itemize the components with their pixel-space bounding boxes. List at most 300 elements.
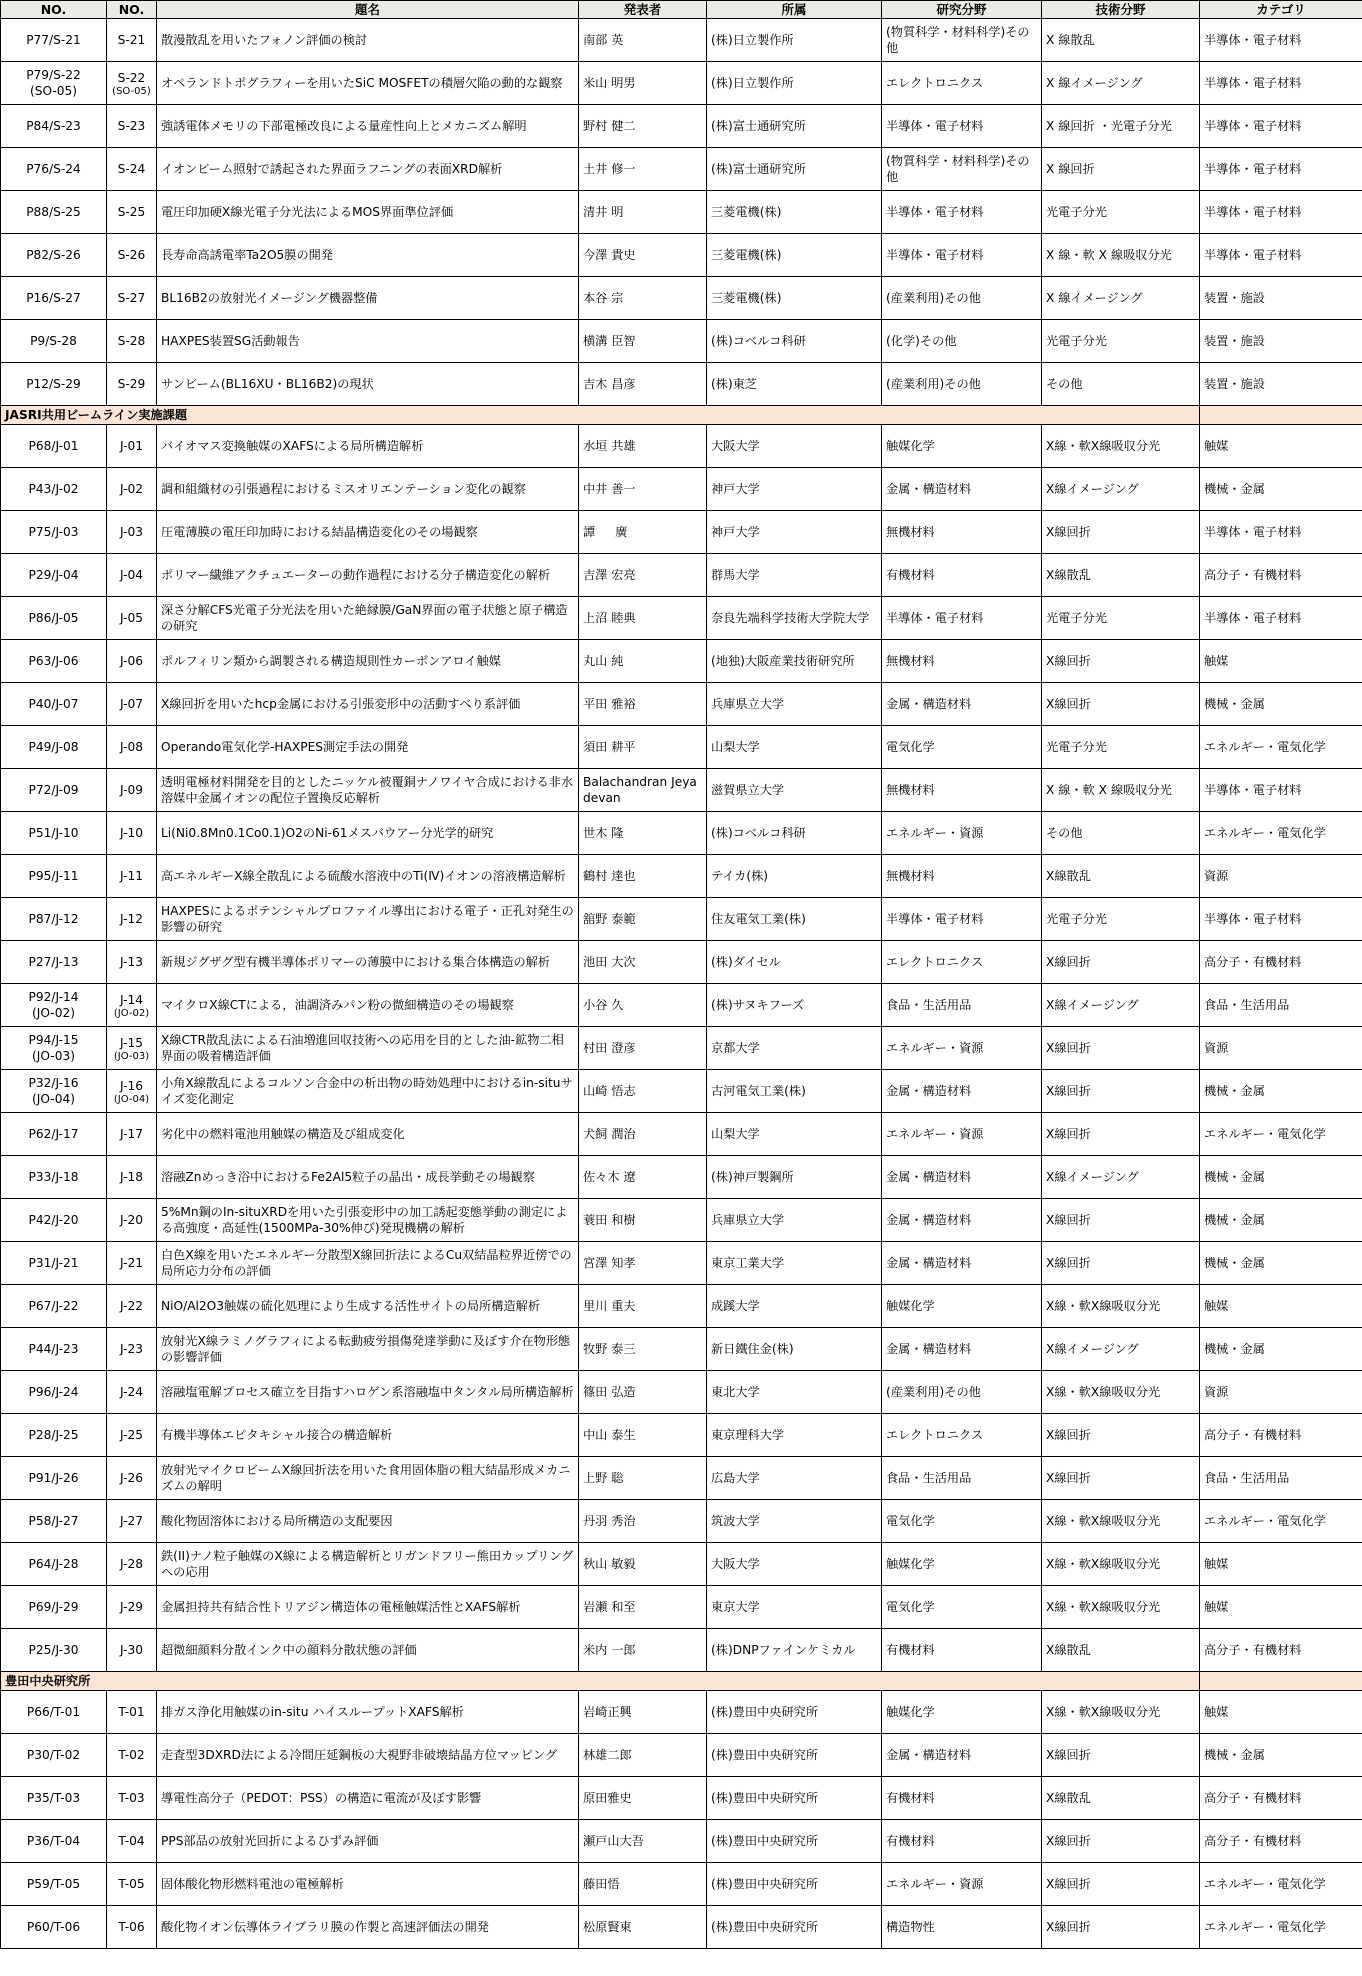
research-field: 無機材料 bbox=[886, 654, 935, 668]
table-row bbox=[1, 1691, 1362, 1734]
category: 半導体・電子材料 bbox=[1204, 248, 1302, 262]
tech-field: X線回折 bbox=[1046, 1041, 1091, 1055]
affiliation-cell bbox=[707, 1906, 882, 1949]
affiliation: 東京大学 bbox=[711, 1600, 760, 1614]
research-field-cell bbox=[882, 105, 1042, 148]
affiliation: (株)コベルコ科研 bbox=[711, 334, 806, 348]
title-cell bbox=[157, 468, 579, 511]
category-cell bbox=[1200, 683, 1362, 726]
tech-field: X線回折 bbox=[1046, 1256, 1091, 1270]
category-cell bbox=[1200, 1820, 1362, 1863]
tech-field: 光電子分光 bbox=[1046, 611, 1107, 625]
poster-number: P12/S-29 bbox=[26, 377, 81, 391]
poster-number-cell bbox=[1, 769, 107, 812]
category: 機械・金属 bbox=[1204, 1748, 1265, 1762]
affiliation-cell bbox=[707, 683, 882, 726]
category: 高分子・有機材料 bbox=[1204, 1791, 1302, 1805]
title-cell bbox=[157, 683, 579, 726]
presentation-title: 強誘電体メモリの下部電極改良による量産性向上とメカニズム解明 bbox=[161, 119, 527, 133]
category-cell bbox=[1200, 320, 1362, 363]
tech-field-cell bbox=[1042, 1629, 1200, 1672]
affiliation: (地独)大阪産業技術研究所 bbox=[711, 654, 855, 668]
session-number-cell bbox=[107, 105, 157, 148]
title-cell bbox=[157, 1156, 579, 1199]
tech-field: X線回折 bbox=[1046, 1127, 1091, 1141]
author-cell bbox=[579, 1113, 707, 1156]
research-field: 金属・構造材料 bbox=[886, 1342, 972, 1356]
presentation-title: 走査型3DXRD法による冷間圧延鋼板の大視野非破壊結晶方位マッピング bbox=[161, 1748, 558, 1762]
tech-field-cell bbox=[1042, 683, 1200, 726]
title-cell bbox=[157, 1371, 579, 1414]
author-cell bbox=[579, 1457, 707, 1500]
tech-field-cell bbox=[1042, 1156, 1200, 1199]
research-field-cell bbox=[882, 1285, 1042, 1328]
poster-number-cell bbox=[1, 148, 107, 191]
affiliation: (株)東芝 bbox=[711, 377, 758, 391]
tech-field: X線回折 bbox=[1046, 1920, 1091, 1934]
presenter-name: 蓑田 和樹 bbox=[583, 1213, 636, 1227]
session-number-cell bbox=[107, 683, 157, 726]
presenter-name: 米内 一郎 bbox=[583, 1643, 636, 1657]
poster-number: P94/J-15 bbox=[28, 1033, 79, 1047]
tech-field-cell bbox=[1042, 1543, 1200, 1586]
session-number: J-13 bbox=[119, 955, 144, 969]
affiliation-cell bbox=[707, 363, 882, 406]
title-cell bbox=[157, 812, 579, 855]
title-cell bbox=[157, 511, 579, 554]
research-field-cell bbox=[882, 984, 1042, 1027]
table-row bbox=[1, 1199, 1362, 1242]
table-row bbox=[1, 1820, 1362, 1863]
category-cell bbox=[1200, 898, 1362, 941]
oral-number: (SO-05) bbox=[29, 84, 78, 98]
affiliation: (株)富士通研究所 bbox=[711, 162, 806, 176]
research-field: 電気化学 bbox=[886, 740, 935, 754]
poster-number-cell bbox=[1, 1070, 107, 1113]
table-row bbox=[1, 1113, 1362, 1156]
poster-number-cell bbox=[1, 898, 107, 941]
section-label: JASRI共用ビームライン実施課題 bbox=[1, 406, 1200, 425]
tech-field-cell bbox=[1042, 191, 1200, 234]
category: 資源 bbox=[1204, 1041, 1229, 1055]
affiliation: 古河電気工業(株) bbox=[711, 1084, 806, 1098]
research-field-cell bbox=[882, 554, 1042, 597]
author-cell bbox=[579, 1199, 707, 1242]
poster-number: P27/J-13 bbox=[28, 955, 79, 969]
research-field: 有機材料 bbox=[886, 568, 935, 582]
tech-field: 光電子分光 bbox=[1046, 334, 1107, 348]
session-number-cell bbox=[107, 769, 157, 812]
presentation-title: ポリマー繊維アクチュエーターの動作過程における分子構造変化の解析 bbox=[161, 568, 551, 582]
affiliation: (株)コベルコ科研 bbox=[711, 826, 806, 840]
presentation-title: 固体酸化物形燃料電池の電極解析 bbox=[161, 1877, 344, 1891]
category: 機械・金属 bbox=[1204, 482, 1265, 496]
session-number: J-03 bbox=[119, 525, 144, 539]
affiliation: 滋賀県立大学 bbox=[711, 783, 785, 797]
presentation-title: 排ガス浄化用触媒のin-situ ハイスループットXAFS解析 bbox=[161, 1705, 464, 1719]
section-label: 豊田中央研究所 bbox=[1, 1672, 1200, 1691]
research-field-cell bbox=[882, 1863, 1042, 1906]
session-number-cell bbox=[107, 1070, 157, 1113]
session-number-cell bbox=[107, 468, 157, 511]
research-field-cell bbox=[882, 597, 1042, 640]
session-oral-number: (JO-03) bbox=[113, 1050, 150, 1062]
poster-number-cell bbox=[1, 1328, 107, 1371]
presenter-name: 吉木 昌彦 bbox=[583, 377, 636, 391]
poster-number: P9/S-28 bbox=[30, 334, 77, 348]
presentation-title: Li(Ni0.8Mn0.1Co0.1)O2のNi-61メスバウアー分光学的研究 bbox=[161, 826, 494, 840]
research-field-cell bbox=[882, 1113, 1042, 1156]
author-cell bbox=[579, 148, 707, 191]
presentation-title: X線回折を用いたhcp金属における引張変形中の活動すべり系評価 bbox=[161, 697, 521, 711]
affiliation: 群馬大学 bbox=[711, 568, 760, 582]
title-cell bbox=[157, 1543, 579, 1586]
category-cell bbox=[1200, 769, 1362, 812]
session-number-cell bbox=[107, 1691, 157, 1734]
affiliation: (株)日立製作所 bbox=[711, 33, 794, 47]
category: 半導体・電子材料 bbox=[1204, 33, 1302, 47]
session-number: T-05 bbox=[118, 1877, 145, 1891]
poster-number-cell bbox=[1, 105, 107, 148]
header-affiliation: 所属 bbox=[707, 1, 882, 19]
affiliation: 住友電気工業(株) bbox=[711, 912, 806, 926]
affiliation: 京都大学 bbox=[711, 1041, 760, 1055]
tech-field-cell bbox=[1042, 1777, 1200, 1820]
research-field-cell bbox=[882, 234, 1042, 277]
author-cell bbox=[579, 320, 707, 363]
header-row bbox=[1, 1, 1362, 19]
session-number-cell bbox=[107, 812, 157, 855]
poster-number-cell bbox=[1, 468, 107, 511]
presentation-title: 高エネルギーX線全散乱による硫酸水溶液中のTi(Ⅳ)イオンの溶液構造解析 bbox=[161, 869, 566, 883]
presentation-title: BL16B2の放射光イメージング機器整備 bbox=[161, 291, 378, 305]
session-number-cell bbox=[107, 1734, 157, 1777]
tech-field: X線散乱 bbox=[1046, 568, 1091, 582]
affiliation: (株)豊田中央研究所 bbox=[711, 1705, 819, 1719]
research-field: 金属・構造材料 bbox=[886, 1084, 972, 1098]
research-field: 金属・構造材料 bbox=[886, 1256, 972, 1270]
category-cell bbox=[1200, 468, 1362, 511]
research-field-cell bbox=[882, 855, 1042, 898]
session-number-cell bbox=[107, 1500, 157, 1543]
category: 機械・金属 bbox=[1204, 1084, 1265, 1098]
presenter-name: 丹羽 秀治 bbox=[583, 1514, 636, 1528]
category-cell bbox=[1200, 1629, 1362, 1672]
presentation-title: HAXPESによるポテンシャルプロファイル導出における電子・正孔対発生の影響の研究 bbox=[161, 904, 574, 934]
table-row bbox=[1, 1906, 1362, 1949]
table-row bbox=[1, 425, 1362, 468]
affiliation: 広島大学 bbox=[711, 1471, 760, 1485]
category: 半導体・電子材料 bbox=[1204, 162, 1302, 176]
research-field: 有機材料 bbox=[886, 1791, 935, 1805]
affiliation: (株)豊田中央研究所 bbox=[711, 1834, 819, 1848]
author-cell bbox=[579, 769, 707, 812]
presenter-name: 上沼 睦典 bbox=[583, 611, 636, 625]
presentation-title: 新規ジグザグ型有機半導体ポリマーの薄膜中における集合体構造の解析 bbox=[161, 955, 551, 969]
research-field: 触媒化学 bbox=[886, 439, 935, 453]
presentation-title: 透明電極材料開発を目的としたニッケル被覆銅ナノワイヤ合成における非水溶媒中金属イオンの配位子置換反応解析 bbox=[161, 775, 574, 805]
category: 高分子・有機材料 bbox=[1204, 955, 1302, 969]
table-body bbox=[1, 19, 1362, 1949]
tech-field-cell bbox=[1042, 769, 1200, 812]
session-number: J-09 bbox=[119, 783, 144, 797]
research-field: 電気化学 bbox=[886, 1514, 935, 1528]
session-number: J-18 bbox=[119, 1170, 144, 1184]
title-cell bbox=[157, 1027, 579, 1070]
poster-number-cell bbox=[1, 1371, 107, 1414]
affiliation-cell bbox=[707, 191, 882, 234]
header-no2: NO. bbox=[107, 1, 157, 19]
session-number: S-22 bbox=[117, 70, 146, 85]
affiliation-cell bbox=[707, 812, 882, 855]
poster-number: P88/S-25 bbox=[26, 205, 81, 219]
presenter-name: 瀬戸山大吾 bbox=[583, 1834, 644, 1848]
tech-field-cell bbox=[1042, 363, 1200, 406]
table-row bbox=[1, 1242, 1362, 1285]
tech-field: X線イメージング bbox=[1046, 998, 1139, 1012]
tech-field: X線・軟X線吸収分光 bbox=[1046, 1514, 1161, 1528]
poster-number: P62/J-17 bbox=[28, 1127, 79, 1141]
tech-field-cell bbox=[1042, 1820, 1200, 1863]
category: エネルギー・電気化学 bbox=[1204, 1877, 1326, 1891]
research-field: 金属・構造材料 bbox=[886, 1213, 972, 1227]
session-number: S-23 bbox=[117, 119, 146, 133]
title-cell bbox=[157, 191, 579, 234]
author-cell bbox=[579, 597, 707, 640]
presentation-title: オペランドトポグラフィーを用いたSiC MOSFETの積層欠陥の動的な観察 bbox=[161, 76, 563, 90]
title-cell bbox=[157, 597, 579, 640]
poster-number-cell bbox=[1, 984, 107, 1027]
research-field-cell bbox=[882, 683, 1042, 726]
research-field: 半導体・電子材料 bbox=[886, 119, 984, 133]
tech-field-cell bbox=[1042, 1734, 1200, 1777]
affiliation-cell bbox=[707, 1285, 882, 1328]
tech-field-cell bbox=[1042, 597, 1200, 640]
research-field: 食品・生活用品 bbox=[886, 1471, 972, 1485]
research-field-cell bbox=[882, 941, 1042, 984]
session-number: J-02 bbox=[119, 482, 144, 496]
affiliation-cell bbox=[707, 1242, 882, 1285]
category: 高分子・有機材料 bbox=[1204, 1643, 1302, 1657]
presentation-title: 電圧印加硬X線光電子分光法によるMOS界面準位評価 bbox=[161, 205, 454, 219]
poster-number-cell bbox=[1, 1586, 107, 1629]
session-number-cell bbox=[107, 19, 157, 62]
affiliation: 兵庫県立大学 bbox=[711, 697, 785, 711]
presenter-name: 吉澤 宏亮 bbox=[583, 568, 636, 582]
tech-field: X線・軟X線吸収分光 bbox=[1046, 1600, 1161, 1614]
research-field-cell bbox=[882, 1586, 1042, 1629]
presenter-name: 中山 泰生 bbox=[583, 1428, 636, 1442]
session-number-cell bbox=[107, 1863, 157, 1906]
title-cell bbox=[157, 234, 579, 277]
table-row bbox=[1, 554, 1362, 597]
category-cell bbox=[1200, 1457, 1362, 1500]
session-number: S-21 bbox=[117, 33, 146, 47]
table-row bbox=[1, 769, 1362, 812]
poster-number: P64/J-28 bbox=[28, 1557, 79, 1571]
affiliation-cell bbox=[707, 1734, 882, 1777]
session-number: S-26 bbox=[117, 248, 146, 262]
title-cell bbox=[157, 1820, 579, 1863]
poster-number-cell bbox=[1, 1242, 107, 1285]
presentation-title: 長寿命高誘電率Ta2O5膜の開発 bbox=[161, 248, 334, 262]
presentation-title: X線CTR散乱法による石油増進回収技術への応用を目的とした油-鉱物二相界面の吸着構造評価 bbox=[161, 1033, 564, 1063]
tech-field: X線イメージング bbox=[1046, 1342, 1139, 1356]
category-cell bbox=[1200, 1777, 1362, 1820]
author-cell bbox=[579, 1285, 707, 1328]
category: エネルギー・電気化学 bbox=[1204, 740, 1326, 754]
category: 触媒 bbox=[1204, 654, 1229, 668]
affiliation-cell bbox=[707, 19, 882, 62]
affiliation-cell bbox=[707, 726, 882, 769]
tech-field: X 線回折 ・光電子分光 bbox=[1046, 119, 1172, 133]
table-row bbox=[1, 1543, 1362, 1586]
affiliation: (株)神戸製鋼所 bbox=[711, 1170, 794, 1184]
session-number: J-20 bbox=[119, 1213, 144, 1227]
tech-field: X線・軟X線吸収分光 bbox=[1046, 1385, 1161, 1399]
poster-number-cell bbox=[1, 1629, 107, 1672]
category-cell bbox=[1200, 511, 1362, 554]
affiliation: 大阪大学 bbox=[711, 439, 760, 453]
presenter-name: 清井 明 bbox=[583, 205, 624, 219]
session-number: T-04 bbox=[118, 1834, 145, 1848]
category-cell bbox=[1200, 984, 1362, 1027]
header-category: カテゴリ bbox=[1200, 1, 1362, 19]
session-number: S-24 bbox=[117, 162, 146, 176]
category-cell bbox=[1200, 1285, 1362, 1328]
poster-number-cell bbox=[1, 62, 107, 105]
research-field: 金属・構造材料 bbox=[886, 1748, 972, 1762]
poster-number: P79/S-22 bbox=[26, 68, 81, 82]
title-cell bbox=[157, 941, 579, 984]
poster-number-cell bbox=[1, 1414, 107, 1457]
category: 機械・金属 bbox=[1204, 697, 1265, 711]
affiliation-cell bbox=[707, 640, 882, 683]
category: 食品・生活用品 bbox=[1204, 998, 1290, 1012]
research-field-cell bbox=[882, 1820, 1042, 1863]
category: 半導体・電子材料 bbox=[1204, 783, 1302, 797]
author-cell bbox=[579, 234, 707, 277]
category-cell bbox=[1200, 105, 1362, 148]
presenter-name: 山崎 悟志 bbox=[583, 1084, 636, 1098]
research-field: (化学)その他 bbox=[886, 334, 957, 348]
presentation-title: 溶融Znめっき浴中におけるFe2Al5粒子の晶出・成長挙動その場観察 bbox=[161, 1170, 535, 1184]
presentation-title: マイクロX線CTによる，油調済みパン粉の微細構造のその場観察 bbox=[161, 998, 514, 1012]
presenter-name: 篠田 弘造 bbox=[583, 1385, 636, 1399]
tech-field-cell bbox=[1042, 1242, 1200, 1285]
author-cell bbox=[579, 1777, 707, 1820]
research-field: エネルギー・資源 bbox=[886, 826, 984, 840]
poster-number: P69/J-29 bbox=[28, 1600, 79, 1614]
session-number: J-26 bbox=[119, 1471, 144, 1485]
poster-number: P35/T-03 bbox=[26, 1791, 81, 1805]
table-row bbox=[1, 19, 1362, 62]
category: 半導体・電子材料 bbox=[1204, 76, 1302, 90]
tech-field: X線散乱 bbox=[1046, 1791, 1091, 1805]
section-header-row bbox=[1, 406, 1362, 425]
title-cell bbox=[157, 1414, 579, 1457]
category: 触媒 bbox=[1204, 1705, 1229, 1719]
table-row bbox=[1, 320, 1362, 363]
category: 半導体・電子材料 bbox=[1204, 119, 1302, 133]
affiliation: 三菱電機(株) bbox=[711, 248, 782, 262]
tech-field: X線回折 bbox=[1046, 1834, 1091, 1848]
tech-field-cell bbox=[1042, 941, 1200, 984]
research-field-cell bbox=[882, 148, 1042, 191]
session-number-cell bbox=[107, 1328, 157, 1371]
presentation-title: Operando電気化学-HAXPES測定手法の開発 bbox=[161, 740, 409, 754]
table-row bbox=[1, 1371, 1362, 1414]
presenter-name: 宮澤 知孝 bbox=[583, 1256, 636, 1270]
session-number-cell bbox=[107, 898, 157, 941]
affiliation: (株)富士通研究所 bbox=[711, 119, 806, 133]
research-field: エレクトロニクス bbox=[886, 955, 984, 969]
author-cell bbox=[579, 640, 707, 683]
research-field: 半導体・電子材料 bbox=[886, 912, 984, 926]
presenter-name: 土井 修一 bbox=[583, 162, 636, 176]
research-field: (産業利用)その他 bbox=[886, 291, 981, 305]
presenter-name: 米山 明男 bbox=[583, 76, 636, 90]
poster-number-cell bbox=[1, 1457, 107, 1500]
presenter-name: 上野 聡 bbox=[583, 1471, 624, 1485]
presenter-name: 平田 雅裕 bbox=[583, 697, 636, 711]
tech-field-cell bbox=[1042, 1199, 1200, 1242]
tech-field: X線・軟X線吸収分光 bbox=[1046, 439, 1161, 453]
presentation-title: 溶融塩電解プロセス確立を目指すハロゲン系溶融塩中タンタル局所構造解析 bbox=[161, 1385, 574, 1399]
tech-field: X 線イメージング bbox=[1046, 291, 1143, 305]
research-field: エネルギー・資源 bbox=[886, 1127, 984, 1141]
oral-number: (JO-02) bbox=[32, 1006, 75, 1020]
table-row bbox=[1, 62, 1362, 105]
tech-field: X線・軟X線吸収分光 bbox=[1046, 1557, 1161, 1571]
author-cell bbox=[579, 984, 707, 1027]
category-cell bbox=[1200, 1863, 1362, 1906]
category: 高分子・有機材料 bbox=[1204, 1834, 1302, 1848]
tech-field: 光電子分光 bbox=[1046, 205, 1107, 219]
presentation-title: 有機半導体エピタキシャル接合の構造解析 bbox=[161, 1428, 393, 1442]
category-cell bbox=[1200, 1027, 1362, 1070]
category: 機械・金属 bbox=[1204, 1213, 1265, 1227]
poster-number: P95/J-11 bbox=[28, 869, 79, 883]
session-number: J-12 bbox=[119, 912, 144, 926]
title-cell bbox=[157, 1629, 579, 1672]
header-research-field: 研究分野 bbox=[882, 1, 1042, 19]
session-number-cell bbox=[107, 1027, 157, 1070]
tech-field: X線・軟X線吸収分光 bbox=[1046, 1299, 1161, 1313]
category: 半導体・電子材料 bbox=[1204, 525, 1302, 539]
title-cell bbox=[157, 105, 579, 148]
research-field: エネルギー・資源 bbox=[886, 1041, 984, 1055]
section-tail-cell bbox=[1200, 1672, 1362, 1691]
table-row bbox=[1, 1156, 1362, 1199]
research-field: 触媒化学 bbox=[886, 1705, 935, 1719]
session-number: J-14 bbox=[119, 992, 144, 1007]
presenter-name: 村田 澄彦 bbox=[583, 1041, 636, 1055]
category: 半導体・電子材料 bbox=[1204, 912, 1302, 926]
presentation-title: ポルフィリン類から調製される構造規則性カーボンアロイ触媒 bbox=[161, 654, 501, 668]
table-row bbox=[1, 1500, 1362, 1543]
table-row bbox=[1, 597, 1362, 640]
author-cell bbox=[579, 1863, 707, 1906]
tech-field: X線回折 bbox=[1046, 1748, 1091, 1762]
session-number: J-07 bbox=[119, 697, 144, 711]
presenter-name: 南部 英 bbox=[583, 33, 624, 47]
category-cell bbox=[1200, 726, 1362, 769]
research-field-cell bbox=[882, 277, 1042, 320]
author-cell bbox=[579, 554, 707, 597]
poster-number-cell bbox=[1, 1734, 107, 1777]
author-cell bbox=[579, 855, 707, 898]
